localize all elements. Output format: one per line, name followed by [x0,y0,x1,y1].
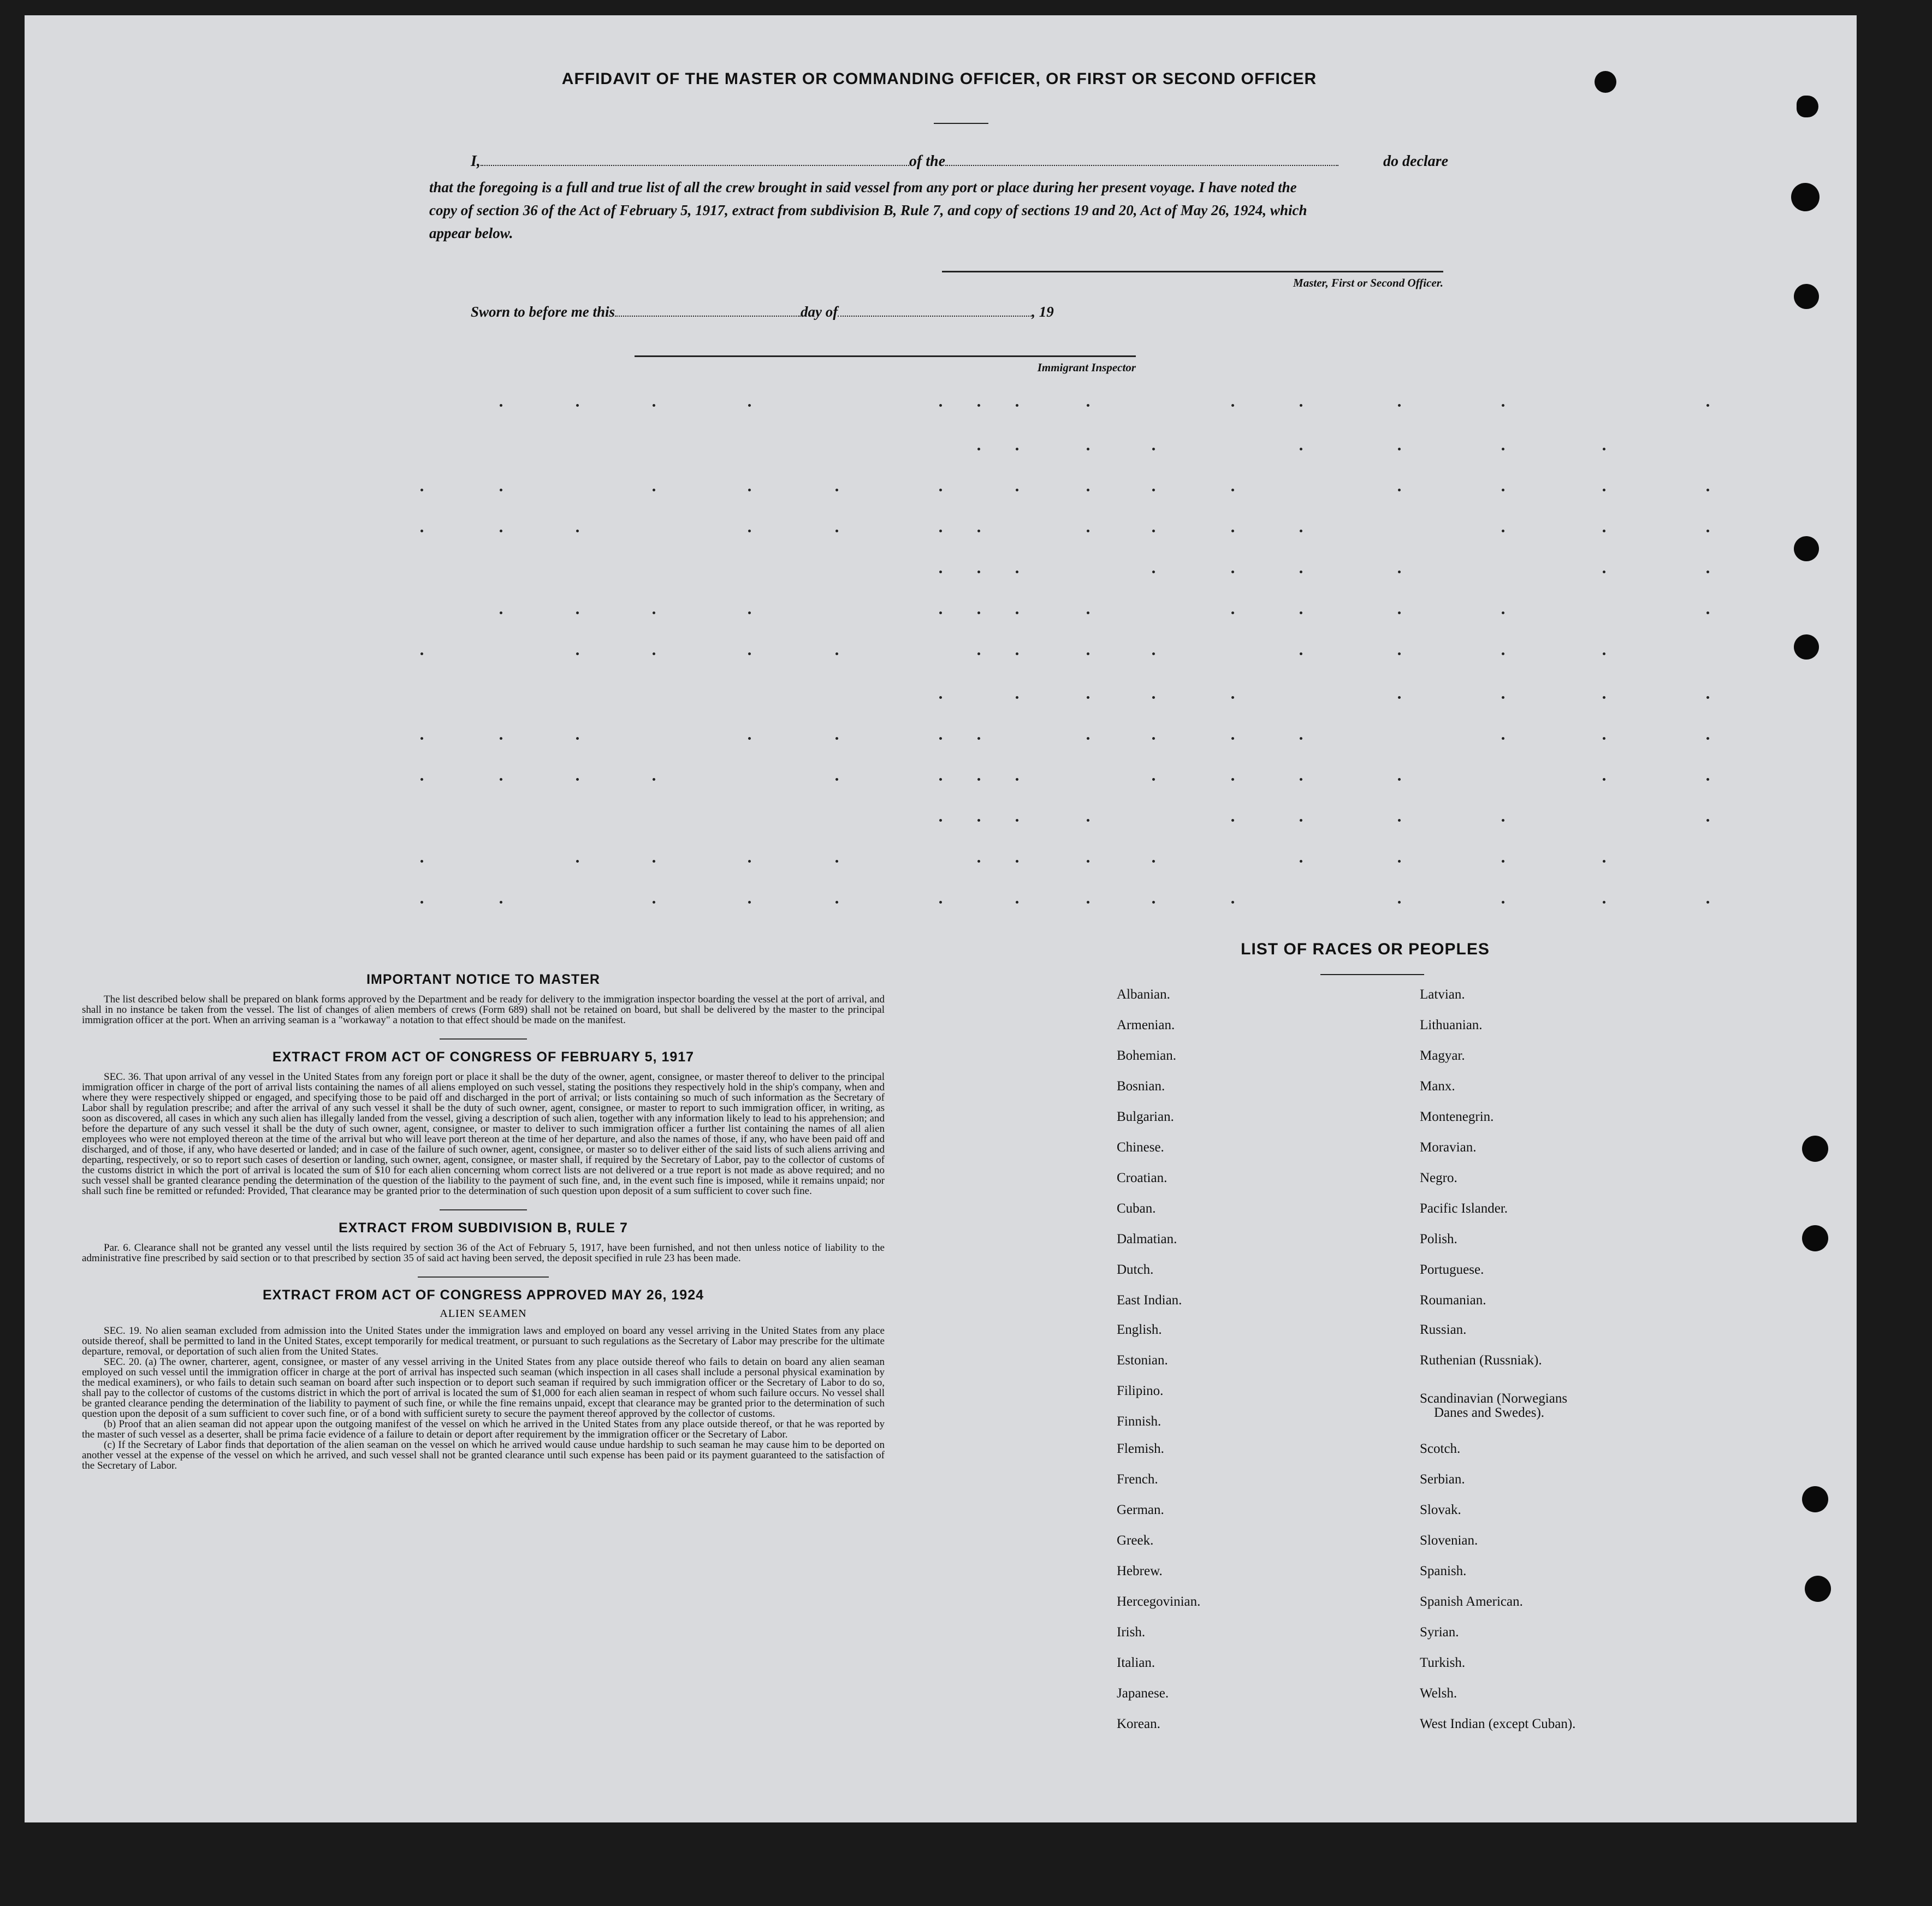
races-title: LIST OF RACES OR PEOPLES [1241,940,1490,958]
scan-speck [1398,860,1401,863]
scan-speck [1300,778,1302,781]
scan-speck [1398,489,1401,491]
scan-speck [1300,448,1302,450]
scan-speck [1152,571,1155,573]
scan-speck [939,404,942,407]
scan-speck [1706,489,1709,491]
divider [440,1038,527,1040]
scan-speck [1502,819,1504,822]
sworn-line [471,304,1126,320]
scan-speck [653,404,655,407]
of-label: of the [909,153,946,170]
scan-speck [420,652,423,655]
scan-speck [939,611,942,614]
binder-hole [1797,96,1818,117]
scan-speck [1016,778,1018,781]
race-item: Montenegrin. [1420,1109,1494,1124]
scan-speck [653,901,655,904]
scan-speck [653,489,655,491]
race-item: Portuguese. [1420,1262,1484,1277]
scan-speck [748,530,751,532]
scan-speck [1016,611,1018,614]
binder-hole [1794,284,1819,309]
race-item: Croatian. [1117,1171,1168,1185]
scan-speck [1231,489,1234,491]
scan-speck [939,778,942,781]
affidavit-title: AFFIDAVIT OF THE MASTER OR COMMANDING OFFICER, OR FIRST OR SECOND OFFICER [561,70,1317,88]
scan-speck [1502,696,1504,699]
binder-hole [1802,1486,1828,1512]
scan-speck [653,778,655,781]
race-item: Slovenian. [1420,1533,1478,1548]
race-item: Italian. [1117,1655,1155,1670]
scan-speck [576,737,579,740]
scan-speck [977,819,980,822]
scan-speck [835,737,838,740]
sec20b-text: (b) Proof that an alien seaman did not appear upon the outgoing manifest of the vessel on which he arrived in the United States from any place outside thereof, or that he was reported by the master of such vessel as a deserter, shall be prima facie evidence of a failure to detain or deport after requirement by the immigration officer or the Secretary of Labor. [82,1418,885,1440]
scan-speck [1502,489,1504,491]
day-of-label: day of [801,304,838,320]
binder-hole [1794,634,1819,660]
scan-speck [1502,404,1504,407]
act1917-title: EXTRACT FROM ACT OF CONGRESS OF FEBRUARY 5, 1917 [272,1049,695,1065]
race-item: Ruthenian (Russniak). [1420,1353,1542,1368]
scan-speck [1706,611,1709,614]
divider [440,1209,527,1210]
scan-speck [939,696,942,699]
declaration-line [471,153,1448,173]
scan-speck [1300,571,1302,573]
scan-speck [653,652,655,655]
scan-speck [500,611,502,614]
scan-speck [939,530,942,532]
notice-text: The list described below shall be prepared on blank forms approved by the Department and be ready for delivery to the immigration inspector boarding the vessel at the port of arrival, and shall in no instance be taken from the vessel. The list of changes of alien members of crews (Form 689) shall not be retained on board, but shall be delivered by the master to the principal immigration officer at the port. When an arriving seaman is a "workaway" a notation to that effect should be made on the manifest. [82,994,885,1026]
race-item: Russian. [1420,1322,1467,1337]
scan-speck [1502,448,1504,450]
race-item: Flemish. [1117,1441,1164,1456]
scan-speck [1016,448,1018,450]
scan-speck [420,737,423,740]
scan-speck [1398,696,1401,699]
race-item: Spanish. [1420,1564,1467,1578]
scan-speck [1016,696,1018,699]
scan-speck [1087,737,1089,740]
scan-speck [653,611,655,614]
scan-speck [748,489,751,491]
scan-speck [939,819,942,822]
race-item: German. [1117,1503,1164,1517]
scan-speck [1087,901,1089,904]
scan-speck [1152,778,1155,781]
scan-speck [1231,819,1234,822]
race-item: Filipino. [1117,1384,1164,1398]
scan-speck [653,860,655,863]
scan-speck [977,404,980,407]
year-label: , 19 [1032,304,1054,320]
scan-speck [1398,404,1401,407]
race-item: Lithuanian. [1420,1018,1483,1032]
scan-speck [576,652,579,655]
race-item: English. [1117,1322,1162,1337]
race-item: Bosnian. [1117,1079,1165,1094]
notice-column [82,972,885,1471]
affidavit-body-line: that the foregoing is a full and true list of all the crew brought in said vessel from any port or place during her present voyage. I have noted the [429,179,1297,195]
race-item: Hercegovinian. [1117,1594,1201,1609]
scan-speck [835,860,838,863]
scan-speck [1398,448,1401,450]
scan-speck [1300,737,1302,740]
scan-speck [576,530,579,532]
race-item: Scandinavian (Norwegians [1420,1391,1568,1406]
scan-speck [939,737,942,740]
month-field[interactable] [838,315,1032,317]
affidavit-body [429,176,1448,245]
scan-speck [1300,611,1302,614]
scan-speck [576,778,579,781]
scan-speck [500,489,502,491]
scan-speck [1603,652,1605,655]
scan-speck [977,448,980,450]
scan-speck [500,901,502,904]
scan-speck [939,901,942,904]
scan-speck [420,778,423,781]
scan-speck [1706,404,1709,407]
sworn-label: Sworn to before me this [471,304,615,320]
scan-speck [977,571,980,573]
scan-speck [576,404,579,407]
scan-speck [420,901,423,904]
scan-speck [1152,652,1155,655]
scan-speck [1087,696,1089,699]
scan-speck [1231,571,1234,573]
scan-speck [1603,571,1605,573]
scan-speck [1087,860,1089,863]
scan-speck [1016,860,1018,863]
race-item: Manx. [1420,1079,1455,1094]
race-item: Pacific Islander. [1420,1201,1508,1216]
vessel-field[interactable] [945,164,1338,166]
scan-speck [1706,901,1709,904]
scan-speck [1603,489,1605,491]
scan-speck [420,489,423,491]
scan-speck [1398,611,1401,614]
scan-speck [835,489,838,491]
scan-speck [977,860,980,863]
scan-speck [1706,530,1709,532]
affidavit-body-line: copy of section 36 of the Act of February 5, 1917, extract from subdivision B, Rule 7, and copy of sections 19 and 20, Act of May 26, 1924, which [429,202,1307,218]
race-item: Bulgarian. [1117,1109,1174,1124]
scan-speck [835,901,838,904]
act1917-text: SEC. 36. That upon arrival of any vessel in the United States from any foreign port or place it shall be the duty of the owner, agent, consignee, or master thereof to deliver to the principal immigration officer in charge of the port of arrival lists containing the names of all aliens employed on such vessel, stating the positions they respectively hold in the ship's company, when and where they were respectively shipped or engaged, and specifying those to be paid off and discharged in the port of arrival; or lists containing so much of such information as the Secretary of Labor shall by regulation prescribe; and after the arrival of any such vessel it shall be the duty of such owner, agent, consignee, or master to report to such immigration officer, in writing, as soon as discovered, all cases in which any such alien has illegally landed from the vessel, giving a description of such alien, together with any information likely to lead to his apprehension; and before the departure of any such vessel it shall be the duty of such owner, agent, consignee, or master to deliver to such immigration officer a further list containing the names of all alien employees who were not employed thereon at the time of the arrival but who will leave port thereon at the time of her departure, and also the names of those, if any, who have been paid off and discharged, and of those, if any, who have deserted or landed; and in case of the failure of such owner, agent, consignee, or master so to deliver either of the said lists of such aliens arriving and departing, respectively, or so to report such cases of desertion or landing, such owner, agent, consignee, or master shall, if required by the Secretary of Labor, pay to the collector of customs of the customs district in which the port of arrival is located the sum of $10 for each alien concerning whom correct lists are not delivered or a true report is not made as above required; and no such vessel shall be granted clearance pending the determination of the question of the liability to the payment of such fine, and, in the event such fine is imposed, while it remains unpaid; nor shall such fine be remitted or refunded: Provided, That clearance may be granted prior to the determination of such question upon deposit of a sum sufficient to cover such fine. [82,1071,885,1197]
scan-speck [1398,571,1401,573]
sec19-text: SEC. 19. No alien seaman excluded from admission into the United States under the immigration laws and employed on board any vessel arriving in the United States from any place outside thereof, shall be permitted to land in the United States, except temporarily for medical treatment, or pursuant to such regulations as the Secretary of Labor may prescribe for the ultimate departure, removal, or deportation of such alien from the United States. [82,1325,885,1357]
scan-speck [1016,404,1018,407]
act1924-title: EXTRACT FROM ACT OF CONGRESS APPROVED MAY 26, 1924 [262,1287,704,1303]
scan-speck [1603,860,1605,863]
race-item: Scotch. [1420,1441,1461,1456]
scan-speck [1231,611,1234,614]
race-item: Estonian. [1117,1353,1168,1368]
scan-speck [939,571,942,573]
scan-speck [977,530,980,532]
scan-speck [1152,737,1155,740]
declare-label: do declare [1383,153,1448,170]
day-field[interactable] [615,315,801,317]
scan-speck [1152,489,1155,491]
scan-speck [1087,611,1089,614]
scan-speck [500,778,502,781]
scan-speck [1087,448,1089,450]
race-item: Welsh. [1420,1686,1457,1701]
scan-speck [977,611,980,614]
inspector-caption: Immigrant Inspector [1037,361,1136,374]
scan-speck [1398,778,1401,781]
binder-hole [1805,1576,1831,1602]
binder-hole [1802,1225,1828,1251]
scan-speck [1603,696,1605,699]
scan-speck [748,860,751,863]
scan-speck [1231,737,1234,740]
race-item: Cuban. [1117,1201,1156,1216]
scan-speck [835,530,838,532]
scan-speck [1502,652,1504,655]
race-item: Spanish American. [1420,1594,1523,1609]
race-item: Moravian. [1420,1140,1477,1155]
race-item: Dutch. [1117,1262,1154,1277]
scan-speck [1087,530,1089,532]
divider [1320,974,1424,975]
binder-hole [1791,183,1820,211]
scan-speck [1300,819,1302,822]
act1924-subtitle: ALIEN SEAMEN [440,1308,527,1320]
scan-speck [1502,737,1504,740]
inspector-signature-line[interactable] [635,355,1136,357]
scan-speck [420,530,423,532]
scan-speck [576,860,579,863]
race-item: Magyar. [1420,1048,1465,1063]
race-item: Chinese. [1117,1140,1164,1155]
notice-title: IMPORTANT NOTICE TO MASTER [366,972,600,987]
scan-speck [748,737,751,740]
race-item: Negro. [1420,1171,1457,1185]
scan-speck [748,652,751,655]
scan-speck [1706,778,1709,781]
scan-speck [1706,696,1709,699]
race-item: Polish. [1420,1232,1457,1246]
scan-speck [1603,778,1605,781]
race-item: Hebrew. [1117,1564,1163,1578]
scan-speck [1398,652,1401,655]
race-item: Latvian. [1420,987,1465,1002]
scan-speck [1603,530,1605,532]
scan-speck [1152,530,1155,532]
race-item: East Indian. [1117,1293,1182,1308]
scan-speck [1087,404,1089,407]
document-page [25,15,1857,1822]
scan-speck [1300,860,1302,863]
scan-speck [1706,737,1709,740]
race-item: Bohemian. [1117,1048,1177,1063]
race-item: Dalmatian. [1117,1232,1177,1246]
scan-speck [977,778,980,781]
race-item: Syrian. [1420,1625,1459,1640]
scan-speck [1502,860,1504,863]
scan-speck [977,652,980,655]
race-item: Irish. [1117,1625,1146,1640]
scan-speck [420,860,423,863]
scan-speck [500,404,502,407]
race-item: Albanian. [1117,987,1170,1002]
race-item: Finnish. [1117,1414,1161,1429]
scan-speck [1502,530,1504,532]
race-item: Roumanian. [1420,1293,1486,1308]
scan-speck [1398,819,1401,822]
scan-speck [1231,901,1234,904]
race-item: Serbian. [1420,1472,1465,1487]
scan-speck [1152,448,1155,450]
scan-speck [1016,901,1018,904]
scan-speck [576,611,579,614]
scan-speck [1502,901,1504,904]
scan-speck [1152,901,1155,904]
scan-speck [1152,696,1155,699]
scan-speck [1016,571,1018,573]
signature-line[interactable] [942,271,1443,272]
scan-speck [1603,737,1605,740]
scan-speck [500,530,502,532]
binder-hole [1595,71,1616,93]
name-field[interactable] [481,164,909,166]
scan-speck [1231,696,1234,699]
scan-speck [1087,489,1089,491]
scan-speck [1603,901,1605,904]
rule7-title: EXTRACT FROM SUBDIVISION B, RULE 7 [339,1220,628,1236]
sec20a-text: SEC. 20. (a) The owner, charterer, agent, consignee, or master of any vessel arriving in the United States from any place outside thereof who fails to detain on board any alien seaman employed on such vessel until the immigration officer in charge at the port of arrival has inspected such seaman (which inspection in all cases shall include a personal physical examination by the medical examiners), or who fails to detain such seaman on board after such inspection or to deport such seaman if required by such immigration officer or the Secretary of Labor to do so, shall pay to the collector of customs of the customs district in which the port of arrival is located the sum of $1,000 for each alien seaman in respect of whom such failure occurs. No vessel shall be granted clearance pending the determination of the liability to payment of such fine, or while the fine remains unpaid, except that clearance may be granted prior to the determination of such question upon the deposit of a sum sufficient to cover such fine, or of a bond with sufficient surety to secure the payment thereof approved by the collector of customs. [82,1356,885,1420]
scan-speck [748,611,751,614]
scan-speck [1300,530,1302,532]
race-item: Turkish. [1420,1655,1466,1670]
race-item: West Indian (except Cuban). [1420,1717,1576,1731]
binder-hole [1802,1136,1828,1162]
scan-speck [1603,448,1605,450]
scan-speck [1016,819,1018,822]
race-item: Japanese. [1117,1686,1169,1701]
race-item: Korean. [1117,1717,1160,1731]
scan-speck [1016,652,1018,655]
scan-speck [1231,778,1234,781]
divider [418,1276,549,1278]
race-item: Danes and Swedes). [1434,1405,1545,1420]
race-item: Greek. [1117,1533,1154,1548]
scan-speck [1231,404,1234,407]
scan-speck [1152,860,1155,863]
race-item: Armenian. [1117,1018,1175,1032]
scan-speck [1300,652,1302,655]
rule7-text: Par. 6. Clearance shall not be granted any vessel until the lists required by section 36 of the Act of February 5, 1917, have been furnished, and not then unless notice of liability to the administrative fine prescribed by said section or to that prescribed by section 35 of said act having been served, the deposit specified in rule 23 has been made. [82,1242,885,1264]
scan-speck [1398,901,1401,904]
scan-speck [1300,404,1302,407]
scan-speck [748,404,751,407]
race-item: French. [1117,1472,1158,1487]
signature-caption: Master, First or Second Officer. [1293,276,1443,289]
scan-speck [1231,530,1234,532]
scan-speck [748,901,751,904]
sec20c-text: (c) If the Secretary of Labor finds that deportation of the alien seaman on the vessel on which he arrived would cause undue hardship to such seaman he may cause him to be deported on another vessel at the expense of the vessel on which he arrived, and such vessel shall not be granted clearance until such expense has been paid or its payment guaranteed to the satisfaction of the Secretary of Labor. [82,1439,885,1471]
scan-speck [500,737,502,740]
i-label: I, [471,153,481,170]
scan-speck [1087,819,1089,822]
scan-speck [1087,652,1089,655]
scan-speck [1016,489,1018,491]
affidavit-body-line: appear below. [429,225,513,241]
scan-speck [835,778,838,781]
race-item: Slovak. [1420,1503,1461,1517]
scan-speck [939,489,942,491]
binder-hole [1794,536,1819,561]
divider [934,123,988,124]
scan-speck [835,652,838,655]
scan-speck [1706,819,1709,822]
scan-speck [1502,611,1504,614]
scan-speck [977,737,980,740]
scan-speck [1706,571,1709,573]
